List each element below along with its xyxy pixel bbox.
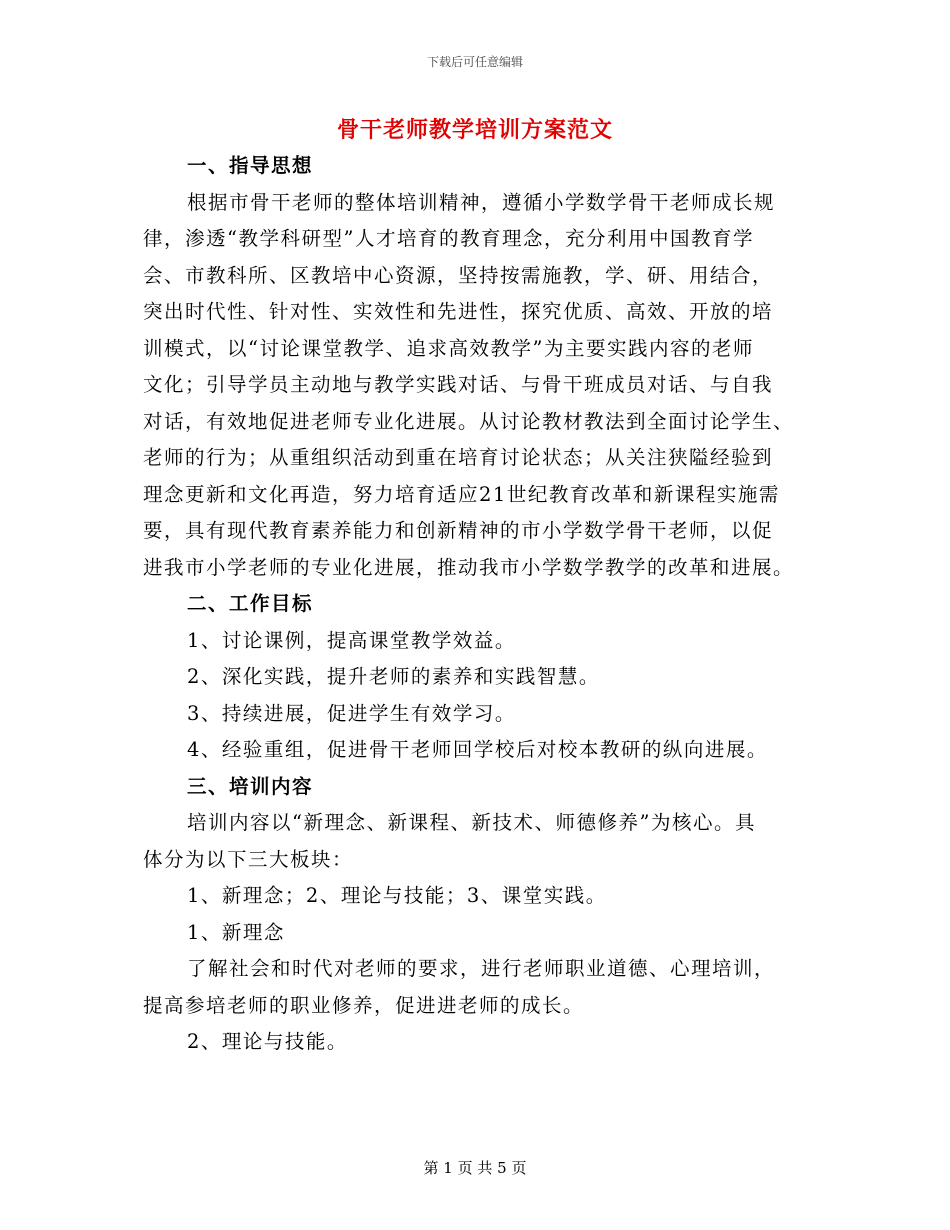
page-footer: 第 1 页 共 5 页 [423,1159,527,1177]
text-line: 培训内容以“新理念、新课程、新技术、师德修养”为核心。具 [187,811,756,834]
text-line: 对话，有效地促进老师专业化进展。从讨论教材教法到全面讨论学生、 [143,409,795,433]
text-line: 2、理论与技能。 [187,1030,348,1053]
text-line: 1、新理念；2、理论与技能；3、课堂实践。 [187,884,607,907]
document-body [143,148,808,1061]
text-line: 文化；引导学员主动地与教学实践对话、与骨干班成员对话、与自我 [143,373,774,396]
section-heading: 二、工作目标 [187,592,314,615]
text-line: 根据市骨干老师的整体培训精神，遵循小学数学骨干老师成长规 [187,190,776,214]
text-line: 2、深化实践，提升老师的素养和实践智慧。 [187,665,600,688]
section-heading: 三、培训内容 [187,774,314,798]
text-line: 要，具有现代教育素养能力和创新精神的市小学数学骨干老师，以促 [143,519,774,542]
header-note: 下载后可任意编辑 [426,55,523,69]
text-line: 律，渗透“教学科研型”人才培育的教育理念，充分利用中国教育学 [143,227,754,250]
text-line: 1、新理念 [187,920,285,944]
document-title: 骨干老师教学培训方案范文 [336,117,613,143]
text-line: 3、持续进展，促进学生有效学习。 [187,701,516,725]
text-line: 老师的行为；从重组织活动到重在培育讨论状态；从关注狭隘经验到 [143,446,774,469]
text-line: 训模式，以“讨论课堂教学、追求高效教学”为主要实践内容的老师 [143,336,754,360]
section-heading: 一、指导思想 [187,154,314,177]
text-line: 体分为以下三大板块： [143,847,354,871]
text-line: 提高参培老师的职业修养，促进进老师的成长。 [143,993,585,1017]
text-line: 了解社会和时代对老师的要求，进行老师职业道德、心理培训， [187,957,776,980]
text-line: 突出时代性、针对性、实效性和先进性，探究优质、高效、开放的培 [143,300,774,323]
text-line: 会、市教科所、区教培中心资源，坚持按需施教，学、研、用结合， [143,263,774,287]
text-line: 理念更新和文化再造，努力培育适应21世纪教育改革和新课程实施需 [143,482,780,506]
text-line: 4、经验重组，促进骨干老师回学校后对校本教研的纵向进展。 [187,738,768,761]
text-line: 1、讨论课例，提高课堂教学效益。 [187,628,516,652]
text-line: 进我市小学老师的专业化进展，推动我市小学数学教学的改革和进展。 [143,555,795,579]
